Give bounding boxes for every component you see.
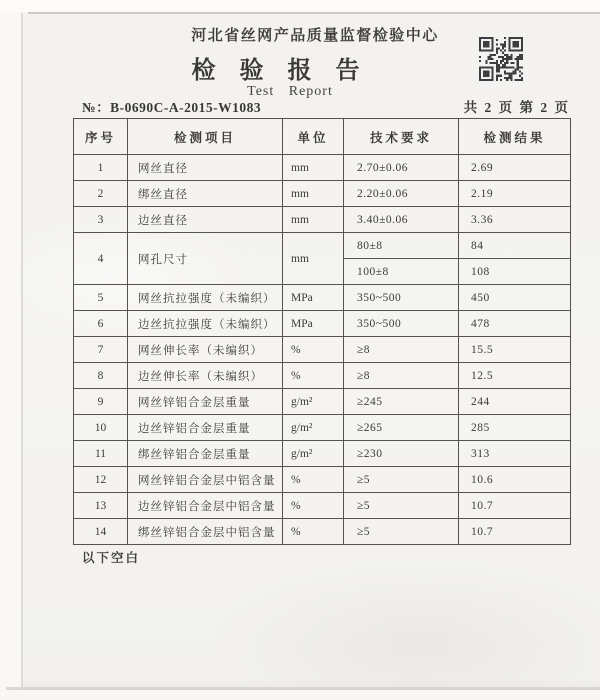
cell-requirement: ≥265 [344, 415, 459, 441]
cell-unit: % [283, 467, 344, 493]
cell-item: 边丝直径 [128, 207, 283, 233]
cell-no: 6 [74, 311, 128, 337]
cell-unit: g/m² [283, 389, 344, 415]
cell-item: 边丝锌铝合金层中铝含量 [128, 493, 283, 519]
report-subtitle-en: Test Report [247, 84, 333, 99]
report-number [82, 96, 261, 116]
cell-result: 10.6 [459, 467, 571, 493]
paper-top-edge [28, 12, 600, 14]
table-row [74, 207, 571, 233]
report-number-label: №： [82, 100, 111, 115]
table-row [74, 415, 571, 441]
cell-result: 12.5 [459, 363, 571, 389]
cell-no: 7 [74, 337, 128, 363]
table-row [74, 519, 571, 545]
table-row [74, 441, 571, 467]
cell-no: 5 [74, 285, 128, 311]
cell-item: 网丝锌铝合金层中铝含量 [128, 467, 283, 493]
cell-unit: % [283, 337, 344, 363]
cell-item: 边丝锌铝合金层重量 [128, 415, 283, 441]
cell-no: 4 [74, 233, 128, 285]
cell-requirement: 350~500 [344, 311, 459, 337]
cell-requirement: 80±8 [344, 233, 459, 259]
header-row [74, 119, 571, 155]
cell-unit: mm [283, 155, 344, 181]
cell-result: 478 [459, 311, 571, 337]
cell-requirement: ≥245 [344, 389, 459, 415]
cell-requirement: 2.20±0.06 [344, 181, 459, 207]
cell-unit: mm [283, 207, 344, 233]
cell-result: 10.7 [459, 519, 571, 545]
cell-requirement: 3.40±0.06 [344, 207, 459, 233]
column-header: 检测项目 [128, 119, 283, 155]
table-body [74, 155, 571, 545]
cell-no: 12 [74, 467, 128, 493]
report-meta-line [82, 96, 570, 116]
cell-result: 10.7 [459, 493, 571, 519]
cell-unit: g/m² [283, 441, 344, 467]
cell-no: 2 [74, 181, 128, 207]
report-title: 检 验 报 告 [191, 58, 369, 84]
column-header: 单位 [283, 119, 344, 155]
cell-item: 网丝直径 [128, 155, 283, 181]
table-header-row [74, 119, 571, 155]
cell-no: 10 [74, 415, 128, 441]
cell-unit: mm [283, 181, 344, 207]
table-row [74, 285, 571, 311]
test-results-table [73, 118, 571, 545]
table-row [74, 155, 571, 181]
cell-no: 8 [74, 363, 128, 389]
cell-result: 2.69 [459, 155, 571, 181]
cell-item: 边丝伸长率（未编织） [128, 363, 283, 389]
column-header: 序号 [74, 119, 128, 155]
report-number-value: B-0690C-A-2015-W1083 [110, 100, 262, 115]
cell-no: 13 [74, 493, 128, 519]
cell-requirement: ≥8 [344, 363, 459, 389]
cell-unit: % [283, 493, 344, 519]
cell-requirement: ≥5 [344, 519, 459, 545]
table-row [74, 467, 571, 493]
cell-result: 3.36 [459, 207, 571, 233]
table-row [74, 337, 571, 363]
cell-requirement: ≥5 [344, 493, 459, 519]
cell-unit: mm [283, 233, 344, 285]
cell-result: 285 [459, 415, 571, 441]
cell-result: 244 [459, 389, 571, 415]
cell-unit: g/m² [283, 415, 344, 441]
cell-no: 11 [74, 441, 128, 467]
column-header: 技术要求 [344, 119, 459, 155]
scan-edge-left [0, 12, 21, 700]
cell-item: 绑丝锌铝合金层中铝含量 [128, 519, 283, 545]
column-header: 检测结果 [459, 119, 571, 155]
cell-item: 网丝伸长率（未编织） [128, 337, 283, 363]
cell-item: 绑丝直径 [128, 181, 283, 207]
table-row [74, 233, 571, 259]
cell-result: 15.5 [459, 337, 571, 363]
cell-item: 网丝抗拉强度（未编织） [128, 285, 283, 311]
cell-result: 84 [459, 233, 571, 259]
table-row [74, 311, 571, 337]
cell-unit: % [283, 519, 344, 545]
cell-requirement: 100±8 [344, 259, 459, 285]
page-indicator: 共 2 页 第 2 页 [463, 100, 570, 115]
cell-no: 1 [74, 155, 128, 181]
cell-requirement: ≥230 [344, 441, 459, 467]
cell-requirement: ≥5 [344, 467, 459, 493]
table-row [74, 363, 571, 389]
blank-below-note: 以下空白 [82, 551, 141, 565]
table-row [74, 181, 571, 207]
cell-requirement: 2.70±0.06 [344, 155, 459, 181]
paper-left-edge [21, 13, 23, 690]
qr-code-icon [479, 37, 523, 81]
cell-unit: MPa [283, 311, 344, 337]
cell-item: 边丝抗拉强度（未编织） [128, 311, 283, 337]
cell-unit: % [283, 363, 344, 389]
cell-requirement: 350~500 [344, 285, 459, 311]
cell-item: 网孔尺寸 [128, 233, 283, 285]
scan-edge-bottom [0, 690, 600, 700]
cell-item: 网丝锌铝合金层重量 [128, 389, 283, 415]
cell-result: 450 [459, 285, 571, 311]
cell-requirement: ≥8 [344, 337, 459, 363]
org-name: 河北省丝网产品质量监督检验中心 [191, 28, 439, 44]
cell-no: 14 [74, 519, 128, 545]
cell-no: 9 [74, 389, 128, 415]
cell-no: 3 [74, 207, 128, 233]
scan-edge-top [0, 0, 600, 12]
cell-result: 2.19 [459, 181, 571, 207]
cell-unit: MPa [283, 285, 344, 311]
cell-result: 313 [459, 441, 571, 467]
cell-result: 108 [459, 259, 571, 285]
table-row [74, 389, 571, 415]
table-row [74, 493, 571, 519]
cell-item: 绑丝锌铝合金层重量 [128, 441, 283, 467]
